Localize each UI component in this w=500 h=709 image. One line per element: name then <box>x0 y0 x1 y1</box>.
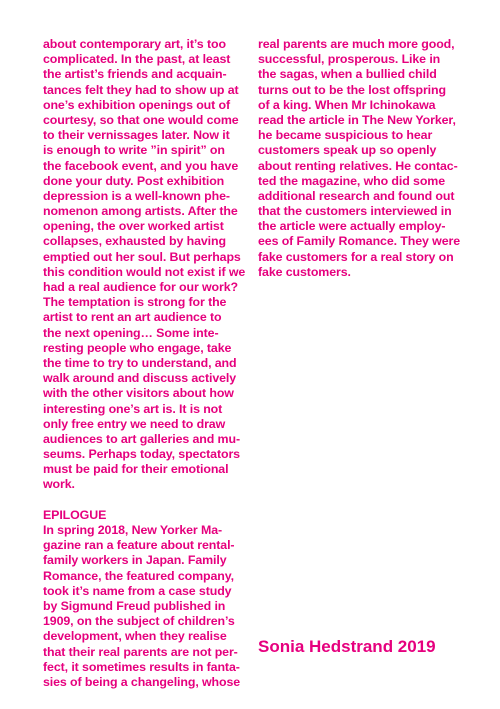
text-line: the next opening… Some inte- <box>43 325 219 340</box>
body-text-right <box>258 37 463 280</box>
body-text-left <box>43 37 248 493</box>
text-line: opening, the over worked artist <box>43 219 224 234</box>
text-line: interesting one’s art is. It is not <box>43 401 223 416</box>
text-line: In spring 2018, New Yorker Ma- <box>43 523 223 537</box>
text-line: walk around and discuss actively <box>43 371 237 386</box>
text-line: family workers in Japan. Family <box>43 553 227 568</box>
text-line: took it’s name from a case study <box>43 583 232 598</box>
text-line: had a real audience for our work? <box>43 280 238 294</box>
text-line: tances felt they had to show up at <box>43 82 239 97</box>
text-line: of a king. When Mr Ichinokawa <box>258 97 436 112</box>
text-line: the sagas, when a bullied child <box>258 67 437 82</box>
text-line: to their vernissages later. Now it <box>43 128 230 143</box>
author-signature: Sonia Hedstrand 2019 <box>258 637 436 656</box>
text-line: successful, prosperous. Like in <box>258 52 441 67</box>
text-line: only free entry we need to draw <box>43 416 226 431</box>
text-line: he became suspicious to hear <box>258 128 433 143</box>
text-line: work. <box>43 477 75 492</box>
text-line: depression is a well-known phe- <box>43 188 230 203</box>
left-column <box>43 37 248 690</box>
text-line: must be paid for their emotional <box>43 462 229 477</box>
text-line: fake customers. <box>258 264 351 279</box>
text-line: ees of Family Romance. They were <box>258 234 461 249</box>
text-line: with the other visitors about how <box>43 386 234 401</box>
text-line: by Sigmund Freud published in <box>43 598 226 613</box>
text-line: the time to try to understand, and <box>43 355 237 370</box>
text-line: 1909, on the subject of children’s <box>43 614 235 629</box>
text-line: that their real parents are not per- <box>43 644 238 659</box>
text-line: about renting relatives. He contac- <box>258 158 458 173</box>
text-line: complicated. In the past, at least <box>43 52 231 67</box>
text-line: the artist’s friends and acquain- <box>43 67 227 82</box>
text-line: nomenon among artists. After the <box>43 204 238 219</box>
text-line: turns out to be the lost offspring <box>258 82 446 97</box>
text-line: is enough to write ”in spirit” on <box>43 143 225 158</box>
text-line: gazine ran a feature about rental- <box>43 538 235 553</box>
text-line: Romance, the featured company, <box>43 568 234 583</box>
text-line: read the article in The New Yorker, <box>258 112 456 127</box>
epilogue-heading: EPILOGUE <box>43 507 107 522</box>
paragraph-gap <box>43 493 248 508</box>
text-line: real parents are much more good, <box>258 37 455 51</box>
text-line: one’s exhibition openings out of <box>43 97 231 112</box>
text-line: customers speak up so openly <box>258 143 437 158</box>
text-line: additional research and found out <box>258 188 455 203</box>
text-line: ted the magazine, who did some <box>258 173 446 188</box>
text-line: done your duty. Post exhibition <box>43 173 225 188</box>
text-line: courtesy, so that one would come <box>43 112 239 127</box>
text-line: the article were actually employ- <box>258 219 446 234</box>
text-line: collapses, exhausted by having <box>43 234 226 249</box>
text-line: fect, it sometimes results in fanta- <box>43 659 240 674</box>
text-line: about contemporary art, it’s too <box>43 37 226 51</box>
text-line: sies of being a changeling, whose <box>43 674 241 689</box>
text-line: fake customers for a real story on <box>258 249 454 264</box>
text-line: audiences to art galleries and mu- <box>43 431 240 446</box>
text-line: this condition would not exist if we <box>43 264 246 279</box>
text-line: the facebook event, and you have <box>43 158 239 173</box>
epilogue-text <box>43 523 248 690</box>
text-line: artist to rent an art audience to <box>43 310 222 325</box>
right-column <box>258 37 463 280</box>
text-line: The temptation is strong for the <box>43 295 227 310</box>
text-line: that the customers interviewed in <box>258 204 452 219</box>
text-line: development, when they realise <box>43 629 227 644</box>
text-line: emptied out her soul. But perhaps <box>43 249 241 264</box>
text-line: seums. Perhaps today, spectators <box>43 447 240 462</box>
text-line: resting people who engage, take <box>43 340 232 355</box>
